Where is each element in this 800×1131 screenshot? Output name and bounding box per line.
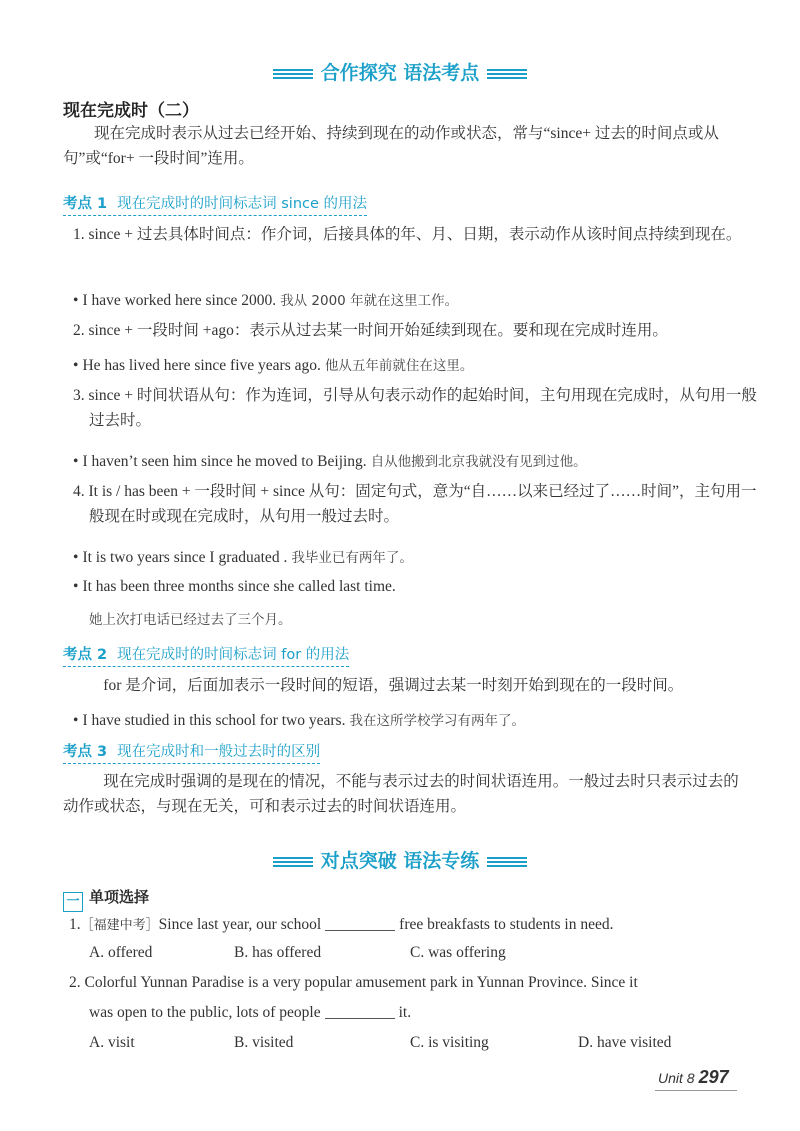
page-footer: Unit 8 297 (658, 1067, 729, 1087)
decor-bars-left (273, 857, 313, 867)
point-2-heading: 考点 2 现在完成时的时间标志词 for 的用法 (63, 643, 349, 667)
for-usage-paragraph: for 是介词，后面加表示一段时间的短语，强调过去某一时刻开始到现在的一段时间。 (103, 677, 684, 694)
answer-blank[interactable] (325, 916, 395, 931)
footer-divider (655, 1090, 737, 1091)
rule-3: 3. since + 时间状语从句：作为连词，引导从句表示动作的起始时间，主句用现在完成时，从句用一般过去时。 (73, 387, 757, 429)
rule-1: 1. since + 过去具体时间点：作介词，后接具体的年、月、日期，表示动作从该时间点持续到现在。 (73, 226, 742, 243)
example-1: • I have worked here since 2000. 我从 2000 年就在这里工作。 (73, 292, 459, 309)
topic-heading: 现在完成时（二） (63, 101, 199, 121)
point-1-heading: 考点 1 现在完成时的时间标志词 since 的用法 (63, 192, 367, 216)
q1-option-c[interactable]: C. was offering (410, 944, 506, 961)
example-3: • I haven’t seen him since he moved to Beijing. 自从他搬到北京我就没有见到过他。 (73, 453, 587, 470)
rule-2: 2. since + 一段时间 +ago：表示从过去某一时间开始延续到现在。要和现在完成时连用。 (73, 322, 668, 339)
q1-option-a[interactable]: A. offered (89, 944, 153, 961)
q1-option-b[interactable]: B. has offered (234, 944, 322, 961)
example-5: • It has been three months since she called last time. (73, 578, 396, 595)
question-2: 2. Colorful Yunnan Paradise is a very popular amusement park in Yunnan Province. Since it (69, 974, 638, 991)
example-4: • It is two years since I graduated . 我毕业已有两年了。 (73, 549, 413, 566)
rule-4: 4. It is / has been + 一段时间 + since 从句：固定句式，意为“自……以来已经过了……时间”，主句用一般现在时或现在完成时，从句用一般过去时。 (73, 483, 757, 525)
page-number: 297 (698, 1067, 729, 1087)
decor-bars-right (487, 857, 527, 867)
example-5-translation: 她上次打电话已经过去了三个月。 (89, 612, 292, 628)
example-2: • He has lived here since five years ago. 他从五年前就住在这里。 (73, 357, 474, 374)
example-6: • I have studied in this school for two years. 我在这所学校学习有两年了。 (73, 712, 525, 729)
difference-paragraph: 现在完成时强调的是现在的情况，不能与表示过去的时间状语连用。一般过去时只表示过去的动作或状态，与现在无关，可和表示过去的时间状语连用。 (63, 773, 739, 815)
answer-blank[interactable] (325, 1004, 395, 1019)
point-3-heading: 考点 3 现在完成时和一般过去时的区别 (63, 740, 320, 764)
q2-option-b[interactable]: B. visited (234, 1034, 294, 1051)
q2-option-d[interactable]: D. have visited (578, 1034, 672, 1051)
exercise-category: 一 单项选择 (63, 886, 149, 912)
section-header-targeted-practice: 对点突破 语法专练 (0, 846, 800, 873)
question-1: 1.［福建中考］Since last year, our school free breakfasts to students in need. (69, 916, 614, 933)
decor-bars-left (273, 69, 313, 79)
q2-option-a[interactable]: A. visit (89, 1034, 135, 1051)
q2-option-c[interactable]: C. is visiting (410, 1034, 489, 1051)
intro-paragraph: 现在完成时表示从过去已经开始、持续到现在的动作或状态，常与“since+ 过去的时间点或从句”或“for+ 一段时间”连用。 (63, 125, 719, 167)
question-2-line-2: was open to the public, lots of people it. (89, 1004, 412, 1021)
section-header-cooperative-inquiry: 合作探究 语法考点 (0, 58, 800, 85)
decor-bars-right (487, 69, 527, 79)
